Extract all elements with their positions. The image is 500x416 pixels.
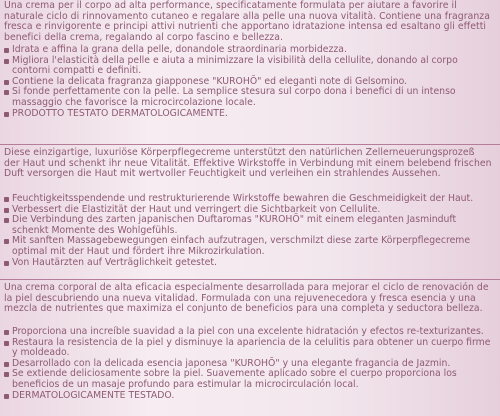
- bullet-square-icon: [4, 208, 9, 213]
- list-item: Die Verbindung des zarten japanischen Duftaromas "KUROHŌ" mit einem eleganten Jasminduft schenkt Momente des Wohlgefühls.: [4, 215, 494, 236]
- bullet-square-icon: [4, 80, 9, 85]
- bullet-square-icon: [4, 261, 9, 266]
- list-item: Proporciona una increíble suavidad a la piel con una excelente hidratación y efectos re-texturizantes.: [4, 327, 494, 338]
- bullet-square-icon: [4, 341, 9, 346]
- bullet-square-icon: [4, 197, 9, 202]
- list-item: Se extiende deliciosamente sobre la piel. Suavemente aplicado sobre el cuerpo proporciona los beneficios de un masaje profundo para estimular la microcirculación local.: [4, 369, 494, 390]
- bullet-square-icon: [4, 218, 9, 223]
- list-item: Migliora l'elasticità della pelle e aiuta a minimizzare la visibilità della cellulite, donando al corpo contorni compatti e definiti.: [4, 56, 494, 77]
- italian-intro: Una crema per il corpo ad alta performance, specificatamente formulata per aiutare a favorire il naturale ciclo di rinnovamento cutaneo e regalare alla pelle una nuova vitalità. Contiene una fragranza fresca e rinvigorente e principi attivi nutrienti che apportano idratazione intensa ed esaltano gli effetti benefici della crema, regalando al corpo fascino e bellezza.: [4, 0, 490, 43]
- list-item: Si fonde perfettamente con la pelle. La semplice stesura sul corpo dona i benefici di un intenso massaggio che favorisce la microcircolazione locale.: [4, 87, 494, 108]
- italian-bullet-list: [4, 45, 494, 119]
- list-item: DERMATOLOGICAMENTE TESTADO.: [4, 391, 494, 402]
- german-intro: Diese einzigartige, luxuriöse Körperpflegecreme unterstützt den natürlichen Zellerneuerungsprozeß der Haut und schenkt ihr neue Vitalität. Effektive Wirkstoffe in Verbindung mit einem belebend frischen Duft versorgen die Haut mit wertvoller Feuchtigkeit und verleihen ein strahlendes Aussehen.: [4, 147, 492, 180]
- list-item: Contiene la delicata fragranza giapponese "KUROHŌ" ed eleganti note di Gelsomino.: [4, 77, 494, 88]
- bullet-square-icon: [4, 372, 9, 377]
- list-item: Restaura la resistencia de la piel y disminuye la apariencia de la celulitis para obtener un cuerpo firme y moldeado.: [4, 338, 494, 359]
- bullet-square-icon: [4, 239, 9, 244]
- bullet-square-icon: [4, 59, 9, 64]
- bullet-square-icon: [4, 112, 9, 117]
- german-bullet-list: [4, 194, 494, 268]
- bullet-square-icon: [4, 330, 9, 335]
- spanish-bullet-list: [4, 327, 494, 401]
- list-item: Desarrollado con la delicada esencia japonesa "KUROHŌ" y una elegante fragancia de Jazmin.: [4, 359, 494, 370]
- list-item: PRODOTTO TESTATO DERMATOLOGICAMENTE.: [4, 109, 494, 120]
- list-item: Idrata e affina la grana della pelle, donandole straordinaria morbidezza.: [4, 45, 494, 56]
- bullet-square-icon: [4, 362, 9, 367]
- bullet-square-icon: [4, 90, 9, 95]
- list-item: Feuchtigkeitsspendende und restrukturierende Wirkstoffe bewahren die Geschmeidigkeit der Haut.: [4, 194, 494, 205]
- spanish-intro: Una crema corporal de alta eficacia especialmente desarrollada para mejorar el ciclo de renovación de la piel descubriendo una nueva vitalidad. Formulada con una rejuvenecedora y fresca esencia y una mezcla de nutrientes que maximiza el conjunto de beneficios para una completa y seductora belleza.: [4, 282, 489, 315]
- list-item: Verbessert die Elastizität der Haut und verringert die Sichtbarkeit von Cellulite.: [4, 205, 494, 216]
- section-divider: [0, 144, 500, 145]
- section-divider: [0, 279, 500, 280]
- list-item: Von Hautärzten auf Verträglichkeit getestet.: [4, 258, 494, 269]
- list-item: Mit sanften Massagebewegungen einfach aufzutragen, verschmilzt diese zarte Körperpflegecreme optimal mit der Haut und fördert ihre Mikrozirkulation.: [4, 236, 494, 257]
- bullet-square-icon: [4, 394, 9, 399]
- bullet-square-icon: [4, 48, 9, 53]
